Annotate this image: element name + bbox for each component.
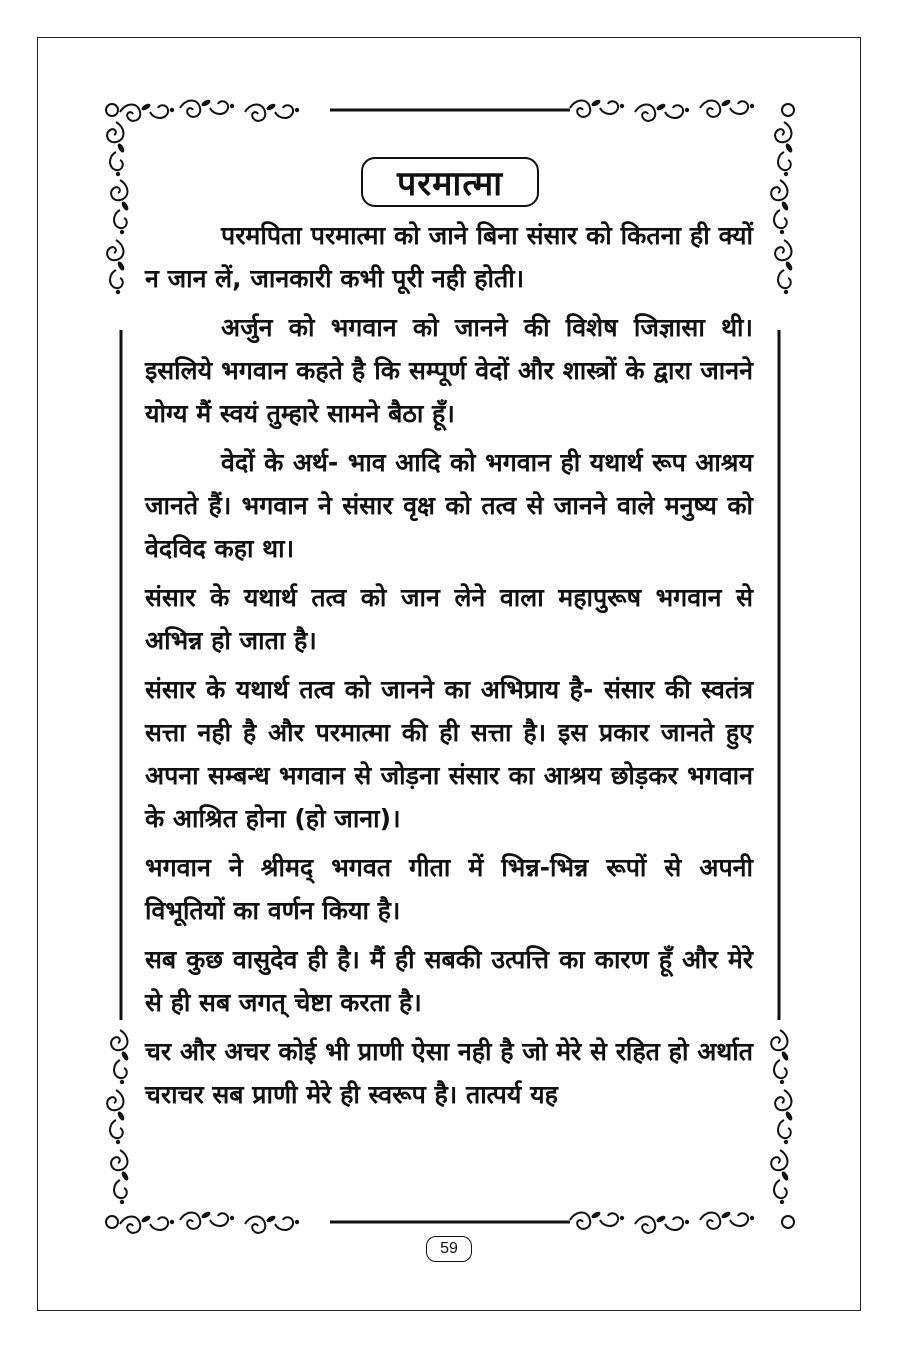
left-ornament	[107, 122, 130, 1204]
body-text	[145, 214, 753, 1122]
page-number: 59	[426, 1236, 472, 1262]
paragraph: अर्जुन को भगवान को जानने की विशेष जिज्ञासा थी। इसलिये भगवान कहते है कि सम्पूर्ण वेदों और शास्त्रों के द्वारा जानने योग्य मैं स्वयं तुम्हारे सामने बैठा हूँ।	[145, 313, 753, 428]
page-title: परमात्मा	[361, 157, 539, 207]
paragraph: भगवान ने श्रीमद् भगवत गीता में भिन्न-भिन्न रूपों से अपनी विभूतियों का वर्णन किया है।	[145, 853, 753, 925]
right-ornament	[771, 122, 794, 1204]
paragraph: चर और अचर कोई भी प्राणी ऐसा नही है जो मेरे से रहित हो अर्थात चराचर सब प्राणी मेरे ही स्वरूप है। तात्पर्य यह	[145, 1037, 753, 1109]
paragraph: वेदों के अर्थ- भाव आदि को भगवान ही यथार्थ रूप आश्रय जानते हैं। भगवान ने संसार वृक्ष को तत्व से जानने वाले मनुष्य को वेदविद कहा था।	[145, 448, 753, 563]
paragraph: संसार के यथार्थ तत्व को जान लेने वाला महापुरूष भगवान से अभिन्न हो जाता है।	[145, 583, 753, 655]
paragraph: सब कुछ वासुदेव ही है। मैं ही सबकी उत्पत्ति का कारण हूँ और मेरे से ही सब जगत् चेष्टा करता है।	[145, 945, 753, 1017]
paragraph: परमपिता परमात्मा को जाने बिना संसार को कितना ही क्यों न जान लें, जानकारी कभी पूरी नही होती।	[145, 221, 753, 293]
paragraph: संसार के यथार्थ तत्व को जानने का अभिप्राय है- संसार की स्वतंत्र सत्ता नही है और परमात्मा की ही सत्ता है। इस प्रकार जानते हुए अपना सम्बन्ध भगवान से जोड़ना संसार का आश्रय छोड़कर भगवान के आश्रित होना (हो जाना)।	[145, 675, 753, 833]
